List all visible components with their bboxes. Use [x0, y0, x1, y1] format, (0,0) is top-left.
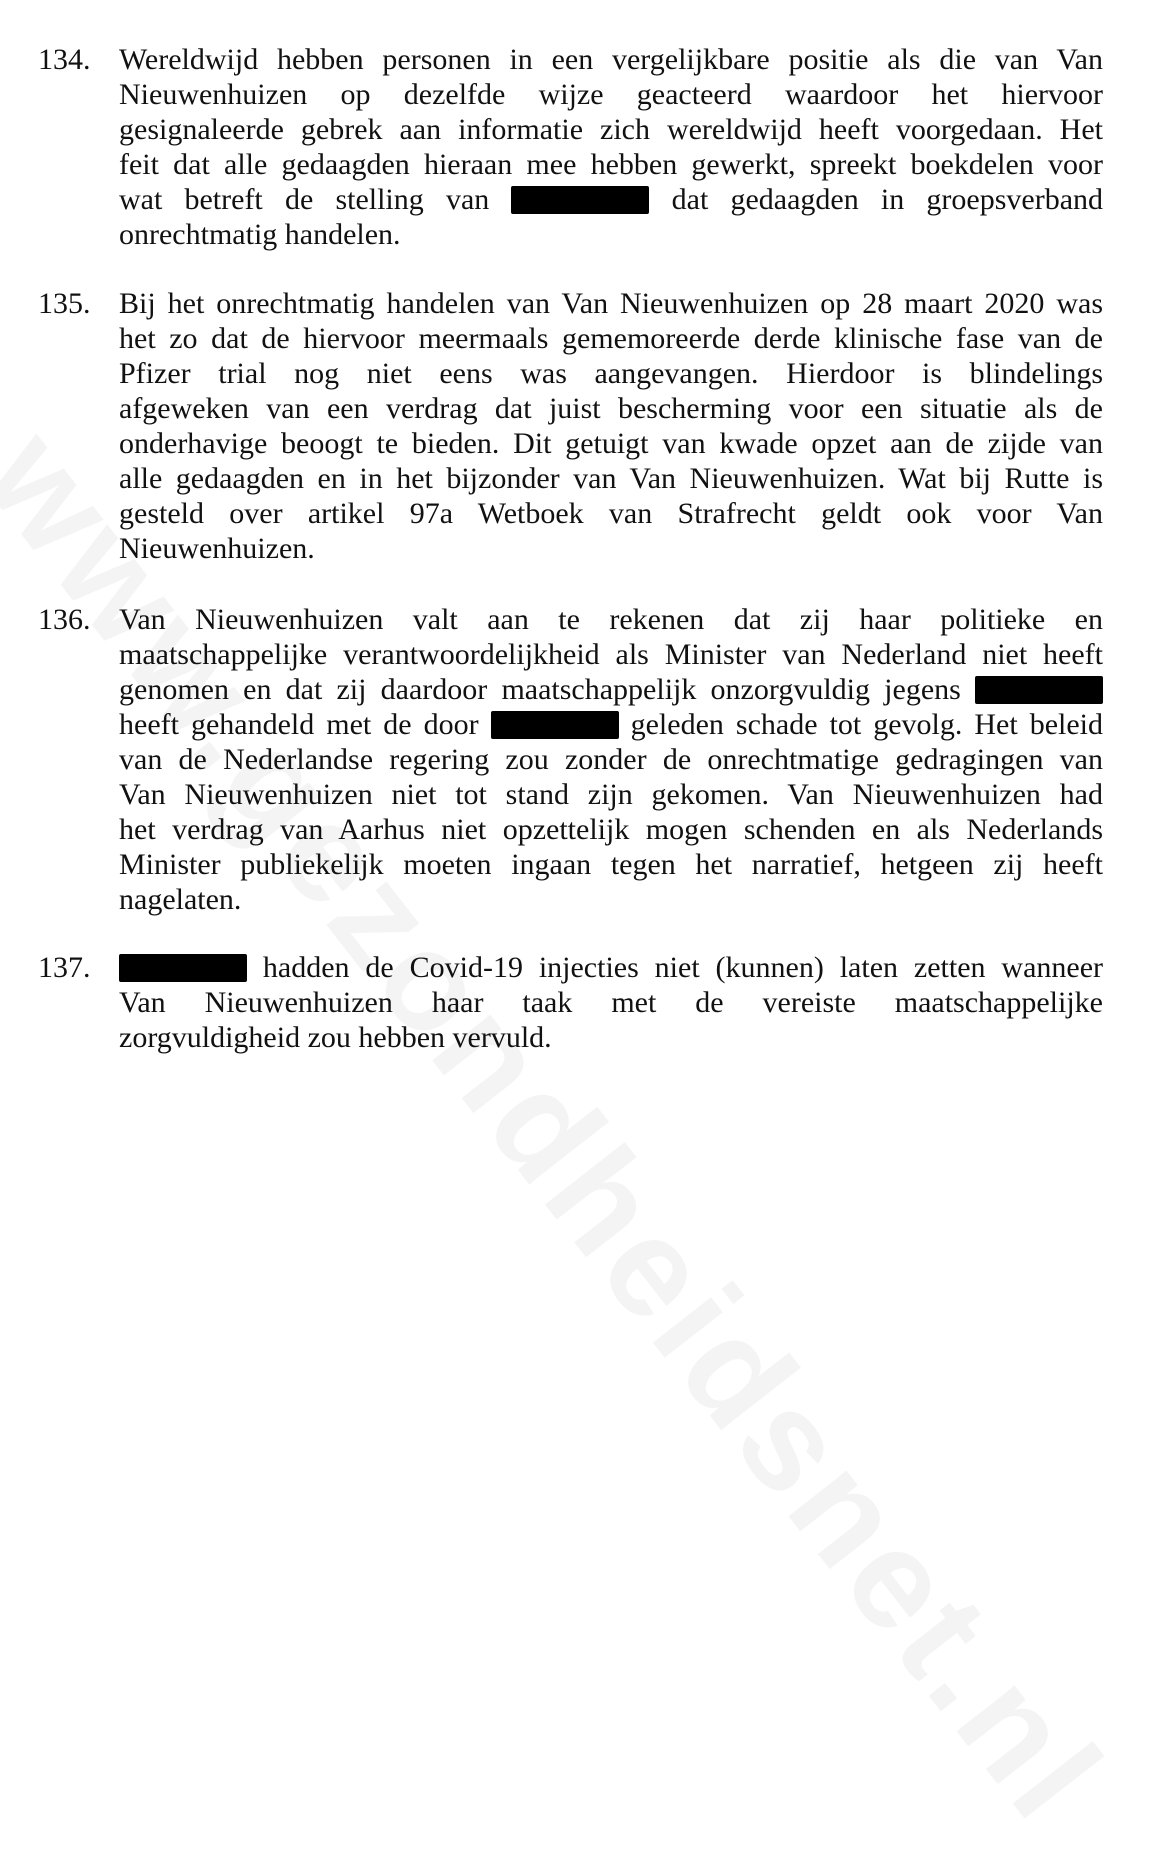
text-line: feit dat alle gedaagden hieraan mee hebben gewerkt, spreekt boekdelen voor [119, 148, 1103, 181]
text-line: onrechtmatig handelen. [119, 218, 401, 251]
text-segment: dat gedaagden in groepsverband [671, 183, 1103, 216]
redaction-block [511, 186, 649, 214]
paragraph-number: 137. [38, 951, 91, 984]
text-line: alle gedaagden en in het bijzonder van Van Nieuwenhuizen. Wat bij Rutte is [119, 462, 1103, 495]
text-line: zorgvuldigheid zou hebben vervuld. [119, 1021, 552, 1054]
paragraph-number: 136. [38, 603, 91, 636]
text-line: maatschappelijke verantwoordelijkheid als Minister van Nederland niet heeft [119, 638, 1103, 671]
text-line [119, 182, 1103, 217]
text-line: van de Nederlandse regering zou zonder de onrechtmatige gedragingen van [119, 743, 1103, 776]
redaction-block [975, 676, 1103, 704]
text-segment: genomen en dat zij daardoor maatschappelijk onzorgvuldig jegens [119, 673, 961, 706]
text-line: onderhavige beoogt te bieden. Dit getuigt van kwade opzet aan de zijde van [119, 427, 1103, 460]
text-line: Bij het onrechtmatig handelen van Van Nieuwenhuizen op 28 maart 2020 was [119, 287, 1103, 320]
text-line [119, 707, 1103, 742]
text-line: Van Nieuwenhuizen valt aan te rekenen dat zij haar politieke en [119, 603, 1103, 636]
paragraph-text [119, 42, 1103, 252]
paragraph-text [119, 286, 1103, 566]
text-line: nagelaten. [119, 883, 242, 916]
paragraph-number: 134. [38, 43, 91, 76]
text-segment: geleden schade tot gevolg. Het beleid [630, 708, 1103, 741]
text-line: het verdrag van Aarhus niet opzettelijk mogen schenden en als Nederlands [119, 813, 1103, 846]
text-segment: hadden de Covid-19 injecties niet (kunnen) laten zetten wanneer [262, 951, 1103, 984]
text-line: Nieuwenhuizen. [119, 532, 315, 565]
text-line: Van Nieuwenhuizen niet tot stand zijn gekomen. Van Nieuwenhuizen had [119, 778, 1103, 811]
text-line: gesignaleerde gebrek aan informatie zich wereldwijd heeft voorgedaan. Het [119, 113, 1103, 146]
text-line: Wereldwijd hebben personen in een vergelijkbare positie als die van Van [119, 43, 1103, 76]
text-line: Nieuwenhuizen op dezelfde wijze geacteerd waardoor het hiervoor [119, 78, 1103, 111]
text-line: het zo dat de hiervoor meermaals gememoreerde derde klinische fase van de [119, 322, 1103, 355]
text-line: afgeweken van een verdrag dat juist bescherming voor een situatie als de [119, 392, 1103, 425]
paragraph-text [119, 602, 1103, 917]
text-line: Pfizer trial nog niet eens was aangevangen. Hierdoor is blindelings [119, 357, 1103, 390]
text-line [119, 672, 1103, 707]
text-line: gesteld over artikel 97a Wetboek van Strafrecht geldt ook voor Van [119, 497, 1103, 530]
redaction-block [491, 711, 619, 739]
paragraph-text [119, 950, 1103, 1055]
text-line: Van Nieuwenhuizen haar taak met de vereiste maatschappelijke [119, 986, 1103, 1019]
text-segment: heeft gehandeld met de door [119, 708, 479, 741]
redaction-block [119, 954, 247, 982]
text-line [119, 950, 1103, 985]
paragraph-number: 135. [38, 287, 91, 320]
text-line: Minister publiekelijk moeten ingaan tegen het narratief, hetgeen zij heeft [119, 848, 1103, 881]
text-segment: wat betreft de stelling van [119, 183, 490, 216]
